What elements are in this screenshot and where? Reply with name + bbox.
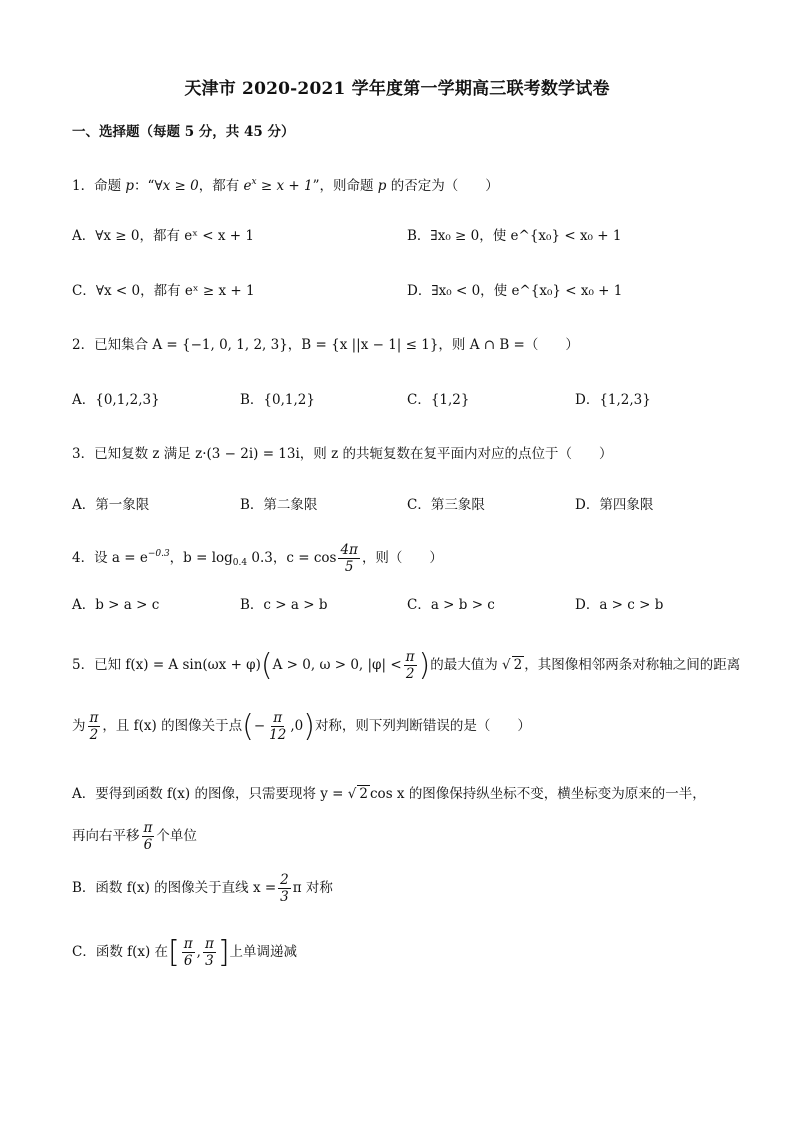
q3-option-a: A．第一象限 — [72, 497, 150, 513]
q3-option-c: C．第三象限 — [407, 497, 485, 513]
q1-option-a: A．∀x ≥ 0，都有 eˣ < x + 1 — [72, 228, 254, 244]
exam-title: 天津市 2020-2021 学年度第一学期高三联考数学试卷 — [184, 79, 610, 99]
q5-option-a-line2: 再向右平移 $\frac{\pi}{6}$ 个单位 — [72, 820, 197, 853]
question-5-stem-line1: 5．已知 f(x) = A sin(ωx + φ)(A > 0, ω > 0, |φ| < $\frac{\pi}{2}$ )的最大值为 √ 2 ，其图像相邻两条对称轴之间的距离 — [72, 648, 741, 683]
q3-option-b: B．第二象限 — [240, 497, 318, 513]
q4-option-c: C．a > b > c — [407, 597, 495, 613]
question-4-stem: 4．设 $a = e^{-0.3}$，$b = \log_{0.4} 0.3$，c = cos $\frac{4\pi}{5}$ ，则（ ） — [72, 542, 443, 575]
q5-option-a-line1: A．要得到函数 f(x) 的图像，只需要现将 y = √ 2 cos x 的图像保持纵坐标不变，横坐标变为原来的一半， — [72, 786, 706, 802]
q4-option-d: D．a > c > b — [575, 597, 664, 613]
q2-option-d: D．{1,2,3} — [575, 392, 651, 408]
question-2-stem: 2．已知集合 A = {−1, 0, 1, 2, 3}，B = {x ||x − 1| ≤ 1}，则 A ∩ B =（ ） — [72, 337, 579, 353]
question-3-stem: 3．已知复数 z 满足 z·(3 − 2i) = 13i，则 z 的共轭复数在复平面内对应的点位于（ ） — [72, 446, 613, 462]
q1-option-c: C．∀x < 0，都有 eˣ ≥ x + 1 — [72, 283, 255, 299]
question-1-stem: 1．命题 p：“∀x ≥ 0，都有 $e^x \ge x + 1$”，则命题 p 的否定为（ ） — [72, 177, 499, 194]
q1-option-b: B．∃x₀ ≥ 0，使 e^{x₀} < x₀ + 1 — [407, 228, 622, 244]
q4-option-b: B．c > a > b — [240, 597, 328, 613]
question-5-stem-line2: 为 $\frac{\pi}{2}$ ，且 f(x) 的图像关于点(− $\frac{\pi}{12}$ ,0)对称，则下列判断错误的是（ ） — [72, 709, 531, 744]
q2-option-a: A．{0,1,2,3} — [72, 392, 160, 408]
section-heading: 一、选择题（每题 5 分，共 45 分） — [72, 124, 295, 140]
q5-option-c: C．函数 f(x) 在[ $\frac{\pi}{6}$ , $\frac{\pi}{3}$ ]上单调递减 — [72, 935, 298, 970]
q1-option-d: D．∃x₀ < 0，使 e^{x₀} < x₀ + 1 — [407, 283, 623, 299]
q2-option-c: C．{1,2} — [407, 392, 470, 408]
q4-option-a: A．b > a > c — [72, 597, 160, 613]
q5-option-b: B．函数 f(x) 的图像关于直线 x = $\frac{2}{3}$ π 对称 — [72, 872, 333, 905]
q2-option-b: B．{0,1,2} — [240, 392, 315, 408]
q3-option-d: D．第四象限 — [575, 497, 654, 513]
